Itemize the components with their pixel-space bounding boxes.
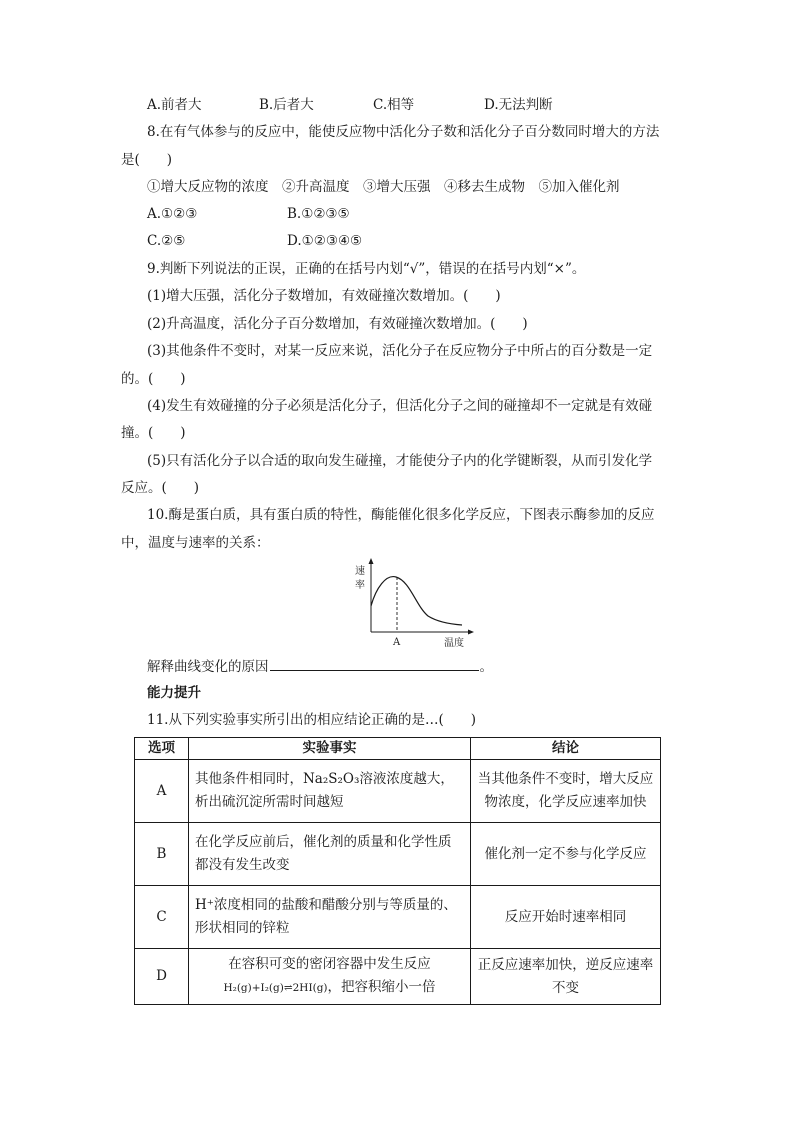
q7-option-b: B.后者大 bbox=[259, 97, 314, 113]
row-conclusion bbox=[471, 760, 661, 823]
q9-stem: 9.判断下列说法的正误，正确的在括号内划“√”，错误的在括号内划“×”。 bbox=[147, 261, 586, 277]
header-conclusion: 结论 bbox=[471, 738, 661, 760]
header-fact: 实验事实 bbox=[189, 738, 471, 760]
q8-option-b: B.①②③⑤ bbox=[287, 206, 350, 222]
q10-answer-blank[interactable] bbox=[270, 656, 479, 671]
fact-line: 析出硫沉淀所需时间越短 bbox=[195, 794, 344, 810]
row-option: D bbox=[135, 949, 189, 1005]
fact-line: 形状相同的锌粒 bbox=[195, 920, 290, 936]
q9-statement-5-line1: (5)只有活化分子以合适的取向发生碰撞，才能使分子内的化学键断裂，从而引发化学 bbox=[147, 453, 653, 469]
q8-option-c: C.②⑤ bbox=[147, 233, 186, 249]
conclusion-line: 正反应速率加快，逆反应速率 bbox=[477, 956, 654, 973]
header-option: 选项 bbox=[135, 738, 189, 760]
fact-line-equation bbox=[195, 976, 464, 1000]
row-fact bbox=[189, 949, 471, 1005]
rate-curve bbox=[371, 577, 462, 625]
conclusion-line: 当其他条件不变时，增大反应 bbox=[477, 771, 654, 787]
y-axis-label-2: 率 bbox=[355, 580, 365, 591]
enzyme-temperature-rate-graph bbox=[352, 558, 474, 652]
q9-statement-4-line1: (4)发生有效碰撞的分子必须是活化分子，但活化分子之间的碰撞却不一定就是有效碰 bbox=[147, 398, 653, 414]
q10-answer-line bbox=[147, 656, 493, 677]
q9-statement-3-line1: (3)其他条件不变时，对某一反应来说，活化分子在反应物分子中所占的百分数是一定 bbox=[147, 343, 653, 359]
q10-stem-line2: 中，温度与速率的关系： bbox=[121, 535, 270, 551]
y-axis-arrow bbox=[369, 558, 374, 564]
q7-option-d: D.无法判断 bbox=[484, 97, 553, 113]
q7-option-a: A.前者大 bbox=[147, 97, 202, 113]
fact-line: 在容积可变的密闭容器中发生反应 bbox=[228, 956, 431, 972]
reaction-equation: H₂(g)+I₂(g)⇌2HI(g) bbox=[223, 982, 328, 994]
q7-option-c: C.相等 bbox=[373, 97, 415, 113]
q11-table bbox=[134, 737, 661, 1005]
row-fact bbox=[189, 760, 471, 823]
fact-line: 在化学反应前后，催化剂的质量和化学性质 bbox=[195, 834, 452, 850]
q9-statement-4-line2: 撞。( ) bbox=[121, 425, 186, 441]
q9-statement-3-line2: 的。( ) bbox=[121, 371, 186, 387]
point-a-label: A bbox=[393, 637, 401, 648]
table-row bbox=[135, 760, 661, 823]
row-option: C bbox=[135, 886, 189, 949]
section-title: 能力提升 bbox=[147, 685, 201, 701]
row-option: A bbox=[135, 760, 189, 823]
x-axis-arrow bbox=[468, 630, 474, 635]
y-axis-label-1: 速 bbox=[355, 566, 365, 577]
q8-option-d: D.①②③④⑤ bbox=[287, 233, 363, 249]
conclusion-line: 反应开始时速率相同 bbox=[504, 908, 627, 925]
row-conclusion bbox=[471, 823, 661, 886]
conclusion-line: 催化剂一定不参与化学反应 bbox=[484, 845, 647, 862]
q8-option-a: A.①②③ bbox=[147, 206, 198, 222]
conclusion-line: 物浓度，化学反应速率加快 bbox=[484, 794, 647, 810]
q10-stem-line1: 10.酶是蛋白质，具有蛋白质的特性，酶能催化很多化学反应，下图表示酶参加的反应 bbox=[147, 507, 655, 523]
fact-line-tail: ，把容积缩小一倍 bbox=[327, 979, 436, 995]
table-row bbox=[135, 886, 661, 949]
q9-statement-2: (2)升高温度，活化分子百分数增加，有效碰撞次数增加。( ) bbox=[147, 316, 528, 332]
q10-answer-prefix: 解释曲线变化的原因 bbox=[147, 659, 269, 675]
q9-statement-5-line2: 反应。( ) bbox=[121, 480, 200, 496]
q11-stem: 11.从下列实验事实所引出的相应结论正确的是…( ) bbox=[147, 712, 477, 728]
row-fact bbox=[189, 886, 471, 949]
x-axis-label: 温度 bbox=[444, 638, 464, 649]
q9-statement-1: (1)增大压强，活化分子数增加，有效碰撞次数增加。( ) bbox=[147, 288, 501, 304]
row-fact bbox=[189, 823, 471, 886]
fact-line: H⁺浓度相同的盐酸和醋酸分别与等质量的、 bbox=[195, 897, 457, 913]
fact-line: 都没有发生改变 bbox=[195, 857, 290, 873]
conclusion-line: 不变 bbox=[552, 979, 579, 996]
row-option: B bbox=[135, 823, 189, 886]
fact-line: 其他条件相同时，Na₂S₂O₃溶液浓度越大， bbox=[195, 771, 454, 787]
row-conclusion bbox=[471, 949, 661, 1005]
table-row bbox=[135, 823, 661, 886]
q8-stem-line1: 8.在有气体参与的反应中，能使反应物中活化分子数和活化分子百分数同时增大的方法 bbox=[147, 124, 660, 140]
q8-stem-line2: 是( ) bbox=[121, 152, 173, 168]
table-row bbox=[135, 949, 661, 1005]
q8-items: ①增大反应物的浓度 ②升高温度 ③增大压强 ④移去生成物 ⑤加入催化剂 bbox=[147, 179, 620, 195]
row-conclusion bbox=[471, 886, 661, 949]
q10-answer-suffix: 。 bbox=[479, 659, 493, 675]
table-header-row bbox=[135, 738, 661, 760]
